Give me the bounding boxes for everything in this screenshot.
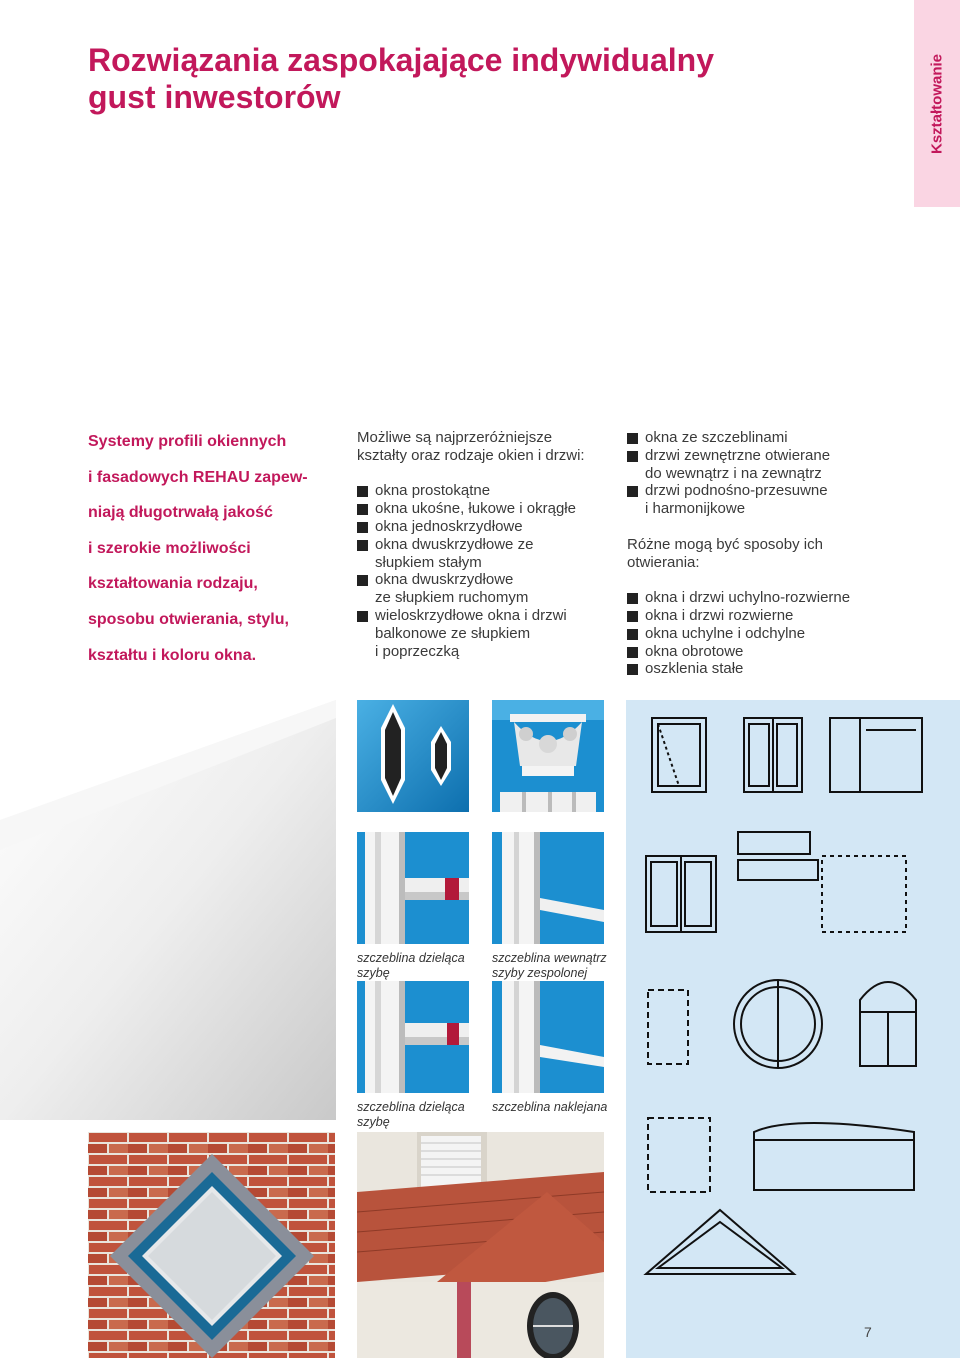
intro-line: kształtu i koloru okna. (88, 646, 257, 664)
list-item-text: okna i drzwi uchylno-rozwierne (645, 589, 851, 607)
brick-wall-diamond-window-photo (88, 1132, 335, 1358)
caption-line: szczeblina wewnątrz (492, 951, 607, 965)
intro-line: Systemy profili okiennych (88, 433, 287, 450)
photo-caption (357, 951, 487, 980)
list-item (627, 607, 897, 625)
window-types-diagram-panel (626, 700, 960, 1358)
column-intro-line: kształty oraz rodzaje okien i drzwi: (357, 446, 585, 464)
list-item-text: ze słupkiem ruchomym (375, 589, 529, 607)
caption-line: szyby zespolonej (492, 965, 588, 980)
caption-line: szczeblina dzieląca (357, 1100, 465, 1114)
list-item-text: drzwi zewnętrzne otwierane (645, 446, 831, 464)
section-tab-label: Kształtowanie (928, 53, 946, 154)
capital-ornament-photo (492, 700, 604, 812)
list-item (627, 643, 897, 661)
list-item-text: okna i drzwi rozwierne (645, 606, 794, 624)
page-title (88, 42, 868, 116)
list-item-text: wieloskrzydłowe okna i drzwi (375, 606, 567, 624)
paragraph-line: Różne mogą być sposoby ich (627, 535, 823, 553)
opening-types-column (627, 429, 897, 678)
muntin-dividing-glass-photo-2 (357, 981, 469, 1093)
list-item-text: do wewnątrz i na zewnątrz (645, 464, 822, 482)
list-item-text: drzwi podnośno-przesuwne (645, 482, 828, 500)
list-item (357, 482, 607, 500)
list-item-text: oszklenia stałe (645, 660, 744, 678)
list-item-text: okna dwuskrzydłowe (375, 571, 514, 589)
paper-sheet-image (0, 700, 336, 1120)
intro-line: i fasadowych REHAU zapew- (88, 468, 308, 486)
section-tab (914, 0, 960, 207)
intro-text (88, 424, 328, 673)
caption-line: szczeblina naklejana (492, 1100, 608, 1114)
shapes-list-column (357, 429, 607, 660)
list-item (357, 607, 607, 660)
list-item-text: okna jednoskrzydłowe (375, 517, 523, 535)
paragraph-line: otwierania: (627, 553, 700, 571)
list-item (627, 429, 897, 447)
intro-line: niają długotrwałą jakość (88, 504, 273, 522)
intro-line: i szerokie możliwości (88, 539, 251, 557)
muntin-inside-glass-photo (492, 832, 604, 944)
list-item (357, 571, 607, 607)
list-item (627, 625, 897, 643)
list-item-text: okna uchylne i odchylne (645, 624, 806, 642)
list-item (627, 660, 897, 678)
muntin-dividing-glass-photo-1 (357, 832, 469, 944)
caption-line: szczeblina dzieląca (357, 951, 465, 965)
list-item (357, 518, 607, 536)
page-number: 7 (864, 1324, 872, 1340)
list-item-text: słupkiem stałym (375, 553, 482, 571)
list-item (357, 536, 607, 572)
photo-caption (492, 1100, 622, 1115)
list-item-text: okna dwuskrzydłowe ze (375, 535, 534, 553)
caption-line: szybę (357, 1114, 390, 1129)
list-item (627, 482, 897, 518)
list-item-text: i poprzeczką (375, 642, 460, 660)
caption-line: szybę (357, 965, 390, 980)
intro-line: sposobu otwierania, stylu, (88, 610, 289, 628)
column-intro-line: Możliwe są najprzeróżniejsze (357, 429, 553, 446)
window-types-diagrams (626, 700, 960, 1358)
list-item-text: i harmonijkowe (645, 500, 746, 518)
title-line-2: gust inwestorów (88, 79, 341, 115)
profile-section-photo (357, 700, 469, 812)
list-item-text: okna ze szczeblinami (645, 429, 788, 446)
photo-caption (357, 1100, 487, 1129)
list-item-text: okna obrotowe (645, 642, 744, 660)
list-item-text: okna ukośne, łukowe i okrągłe (375, 500, 576, 518)
house-oval-window-photo (357, 1132, 604, 1358)
list-item (357, 500, 607, 518)
list-item (627, 589, 897, 607)
list-item-text: balkonowe ze słupkiem (375, 624, 531, 642)
muntin-applied-photo (492, 981, 604, 1093)
photo-caption (492, 951, 622, 980)
title-line-1: Rozwiązania zaspokajające indywidualny (88, 42, 714, 78)
list-item (627, 447, 897, 483)
list-item-text: okna prostokątne (375, 482, 491, 500)
intro-line: kształtowania rodzaju, (88, 575, 258, 593)
